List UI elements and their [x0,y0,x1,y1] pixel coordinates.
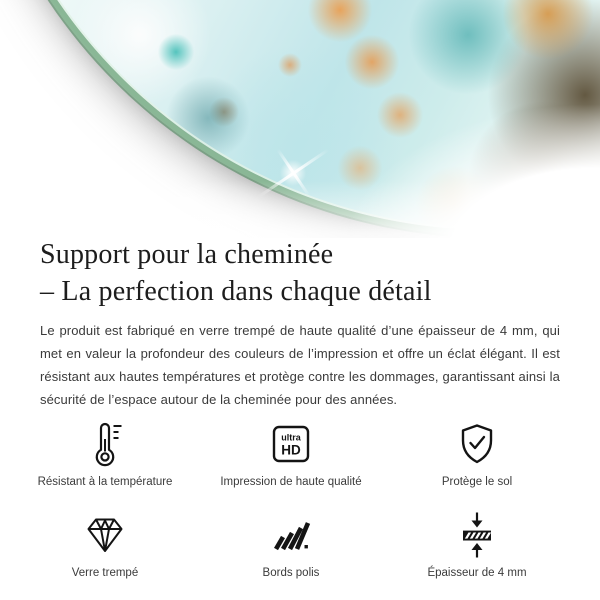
feature-label: Impression de haute qualité [220,476,362,488]
page-title-line2: – La perfection dans chaque détail [40,276,432,307]
feature-label: Verre trempé [71,567,139,579]
content-section [0,236,600,411]
glass-edge [0,0,600,236]
feature-floor-protection [384,421,570,488]
svg-text:ultra: ultra [281,432,301,443]
feature-label: Protège le sol [441,476,513,488]
feature-label: Épaisseur de 4 mm [427,567,527,579]
svg-text:HD: HD [281,442,301,458]
feature-thickness [384,512,570,579]
diamond-icon [84,512,126,558]
feature-tempered-glass [12,512,198,579]
feature-temperature-resistant [12,421,198,488]
feature-label: Bords polis [262,567,320,579]
thermometer-icon [84,421,126,467]
polished-edges-icon [270,512,312,558]
feature-polished-edges [198,512,384,579]
feature-label: Résistant à la température [37,476,173,488]
page-title-line1: Support pour la cheminée [40,239,334,270]
product-description: Le produit est fabriqué en verre trempé de haute qualité d’une épaisseur de 4 mm, qui met en valeur la profondeur des couleurs de l’impression et offre un éclat élégant. Il est résistant aux hautes températures et protège contre les dommages, garantissant ainsi la sécurité de l’espace autour de la cheminée pour des années. [40,323,560,407]
product-hero-image [0,0,600,238]
thickness-4mm-icon [456,512,498,558]
ultra-hd-icon [271,421,311,467]
feature-print-quality [198,421,384,488]
shield-check-icon [456,421,498,467]
page-title [40,236,560,310]
features-grid [0,421,600,579]
